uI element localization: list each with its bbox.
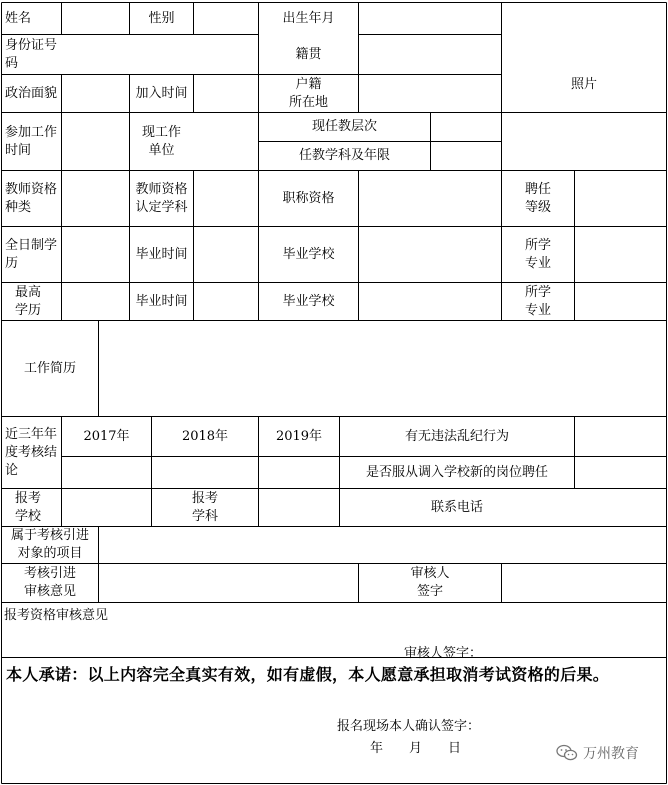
photo-box[interactable]: 照片 <box>570 77 597 92</box>
title-qualification-label: 职称资格 <box>282 190 335 206</box>
work-unit-field[interactable] <box>194 113 258 170</box>
project-field[interactable] <box>99 527 666 563</box>
apply-subject-label: 报考 学科 <box>191 490 218 524</box>
violation-label: 有无违法乱纪行为 <box>404 428 509 444</box>
project-label: 属于考核引进 对象的项目 <box>10 528 89 561</box>
phone-field[interactable] <box>575 489 666 526</box>
qualification-review-label: 报考资格审核意见 <box>4 608 109 623</box>
grad-time-label: 毕业时间 <box>135 246 188 262</box>
teach-level-field[interactable] <box>431 113 501 141</box>
title-qualification-field[interactable] <box>359 171 501 226</box>
grad-school-label-2: 毕业学校 <box>282 293 335 309</box>
year-2017-label: 2017年 <box>83 428 130 444</box>
apply-school-label: 报考 学校 <box>15 490 42 524</box>
teach-subject-field[interactable] <box>431 142 501 170</box>
violation-field[interactable] <box>575 417 666 456</box>
work-resume-field[interactable] <box>99 321 666 416</box>
transfer-obey-label: 是否服从调入学校新的岗位聘任 <box>365 464 548 480</box>
assessment-2019-field[interactable] <box>259 457 339 488</box>
gender-field[interactable] <box>194 3 258 34</box>
join-time-field[interactable] <box>194 75 258 112</box>
transfer-obey-field[interactable] <box>575 457 666 488</box>
hire-level-field[interactable] <box>575 171 666 226</box>
grad-time-field[interactable] <box>194 227 258 282</box>
major-label-2: 所学 专业 <box>524 284 551 318</box>
work-resume-label: 工作简历 <box>23 360 76 376</box>
name-label: 姓名 <box>5 10 32 26</box>
gender-label: 性别 <box>148 10 175 26</box>
date-line: 年 月 日 <box>370 741 462 756</box>
year-2018-label: 2018年 <box>181 428 229 444</box>
native-place-label: 籍贯 <box>295 46 322 62</box>
apply-subject-field[interactable] <box>259 489 339 526</box>
review-opinion-label: 考核引进 审核意见 <box>23 566 76 599</box>
native-place-field[interactable] <box>359 35 501 74</box>
id-number-field[interactable] <box>62 35 258 74</box>
work-unit-label: 现工作 单位 <box>141 124 181 158</box>
highest-education-field[interactable] <box>62 283 129 320</box>
birth-label: 出生年月 <box>282 10 335 26</box>
confirm-sign-label: 报名现场本人确认签字： <box>337 719 481 734</box>
assessment-2017-field[interactable] <box>62 457 151 488</box>
work-start-label: 参加工作 时间 <box>5 124 58 158</box>
hire-level-label: 聘任 等级 <box>524 181 551 215</box>
major-label: 所学 专业 <box>524 237 551 271</box>
pledge-statement: 本人承诺：以上内容完全真实有效，如有虚假，本人愿意承担取消考试资格的后果。 <box>6 665 610 684</box>
hukou-label: 户籍 所在地 <box>288 76 328 110</box>
assessment-label: 近三年年 度考核结 论 <box>5 426 58 478</box>
apply-school-field[interactable] <box>62 489 151 526</box>
fulltime-education-field[interactable] <box>62 227 129 282</box>
watermark-text: 万州教育 <box>583 746 639 762</box>
major-field[interactable] <box>575 227 666 282</box>
grad-school-field[interactable] <box>359 227 501 282</box>
grad-time-field-2[interactable] <box>194 283 258 320</box>
teach-level-label: 现任教层次 <box>311 119 377 134</box>
watermark <box>556 743 639 763</box>
hukou-field[interactable] <box>359 75 501 112</box>
qualification-reviewer-sign: 审核人签字： <box>404 646 483 661</box>
teach-subject-label: 任教学科及年限 <box>298 148 390 163</box>
year-2019-label: 2019年 <box>275 428 323 444</box>
work-start-field[interactable] <box>62 113 129 170</box>
highest-education-label: 最高 学历 <box>15 284 42 318</box>
review-opinion-field[interactable] <box>99 564 358 602</box>
join-time-label: 加入时间 <box>135 85 188 101</box>
reviewer-sign-label: 审核人 签字 <box>410 566 450 599</box>
birth-field[interactable] <box>359 3 501 34</box>
wechat-icon <box>556 744 578 762</box>
grad-school-field-2[interactable] <box>359 283 501 320</box>
grad-time-label-2: 毕业时间 <box>135 293 188 309</box>
reviewer-sign-field[interactable] <box>502 564 666 602</box>
fulltime-education-label: 全日制学 历 <box>5 237 58 271</box>
assessment-2018-field[interactable] <box>152 457 258 488</box>
cert-type-label: 教师资格 种类 <box>5 181 58 215</box>
political-status-field[interactable] <box>62 75 129 112</box>
political-status-label: 政治面貌 <box>5 85 58 101</box>
id-number-label: 身份证号 码 <box>5 37 58 71</box>
name-field[interactable] <box>62 3 129 34</box>
grad-school-label: 毕业学校 <box>282 246 335 262</box>
phone-label: 联系电话 <box>430 499 483 515</box>
cert-type-field[interactable] <box>62 171 129 226</box>
cert-subject-label: 教师资格 认定学科 <box>135 181 188 215</box>
cert-subject-field[interactable] <box>194 171 258 226</box>
major-field-2[interactable] <box>575 283 666 320</box>
